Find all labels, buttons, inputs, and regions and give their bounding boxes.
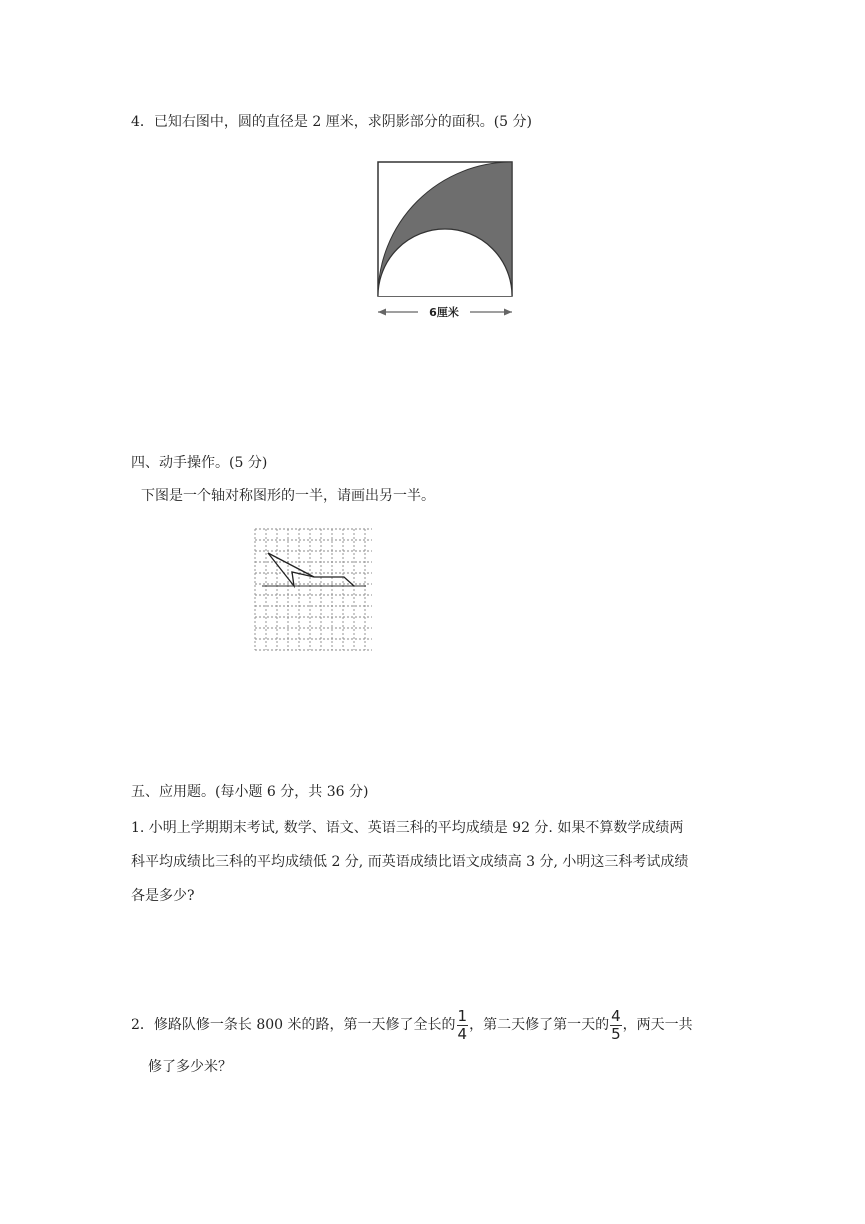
dotted-grid: [255, 529, 372, 650]
shaded-area-figure: [370, 157, 520, 327]
fraction-2-numerator: 4: [611, 1006, 621, 1025]
section-4-title: 四、动手操作。(5 分): [131, 455, 268, 471]
fraction-one-quarter: [457, 1008, 469, 1043]
section-5-title: 五、应用题。(每小题 6 分，共 36 分): [131, 784, 369, 800]
question-2-text-part-2: ，第二天修了第一天的: [469, 1017, 610, 1033]
symmetry-grid-figure: [252, 526, 372, 662]
question-1-line-1: 1. 小明上学期期末考试, 数学、语文、英语三科的平均成绩是 92 分. 如果不算数学成绩两: [131, 820, 684, 836]
question-2-line-2: 修了多少米？: [148, 1059, 232, 1075]
question-1-line-2: 科平均成绩比三科的平均成绩低 2 分, 而英语成绩比语文成绩高 3 分, 小明这三科考试成绩: [131, 854, 689, 870]
question-2-text-part-3: ，两天一共: [622, 1017, 693, 1033]
arrow-left-icon: [378, 309, 386, 316]
question-1-line-3: 各是多少?: [131, 888, 195, 904]
question-4-text: 4．已知右图中，圆的直径是 2 厘米，求阴影部分的面积。(5 分): [131, 114, 532, 130]
fraction-1-denominator: 4: [457, 1024, 468, 1043]
fraction-four-fifths: [610, 1008, 622, 1043]
dimension-label: 6厘米: [429, 306, 459, 319]
question-2-line-1: [131, 1006, 693, 1044]
half-shape-outline: [268, 553, 354, 586]
section-4-instruction: 下图是一个轴对称图形的一半，请画出另一半。: [141, 488, 435, 504]
question-2-text-part-1: 2．修路队修一条长 800 米的路，第一天修了全长的: [131, 1017, 456, 1033]
fraction-2-denominator: 5: [611, 1024, 621, 1043]
fraction-1-numerator: 1: [457, 1006, 468, 1025]
arrow-right-icon: [504, 309, 512, 316]
